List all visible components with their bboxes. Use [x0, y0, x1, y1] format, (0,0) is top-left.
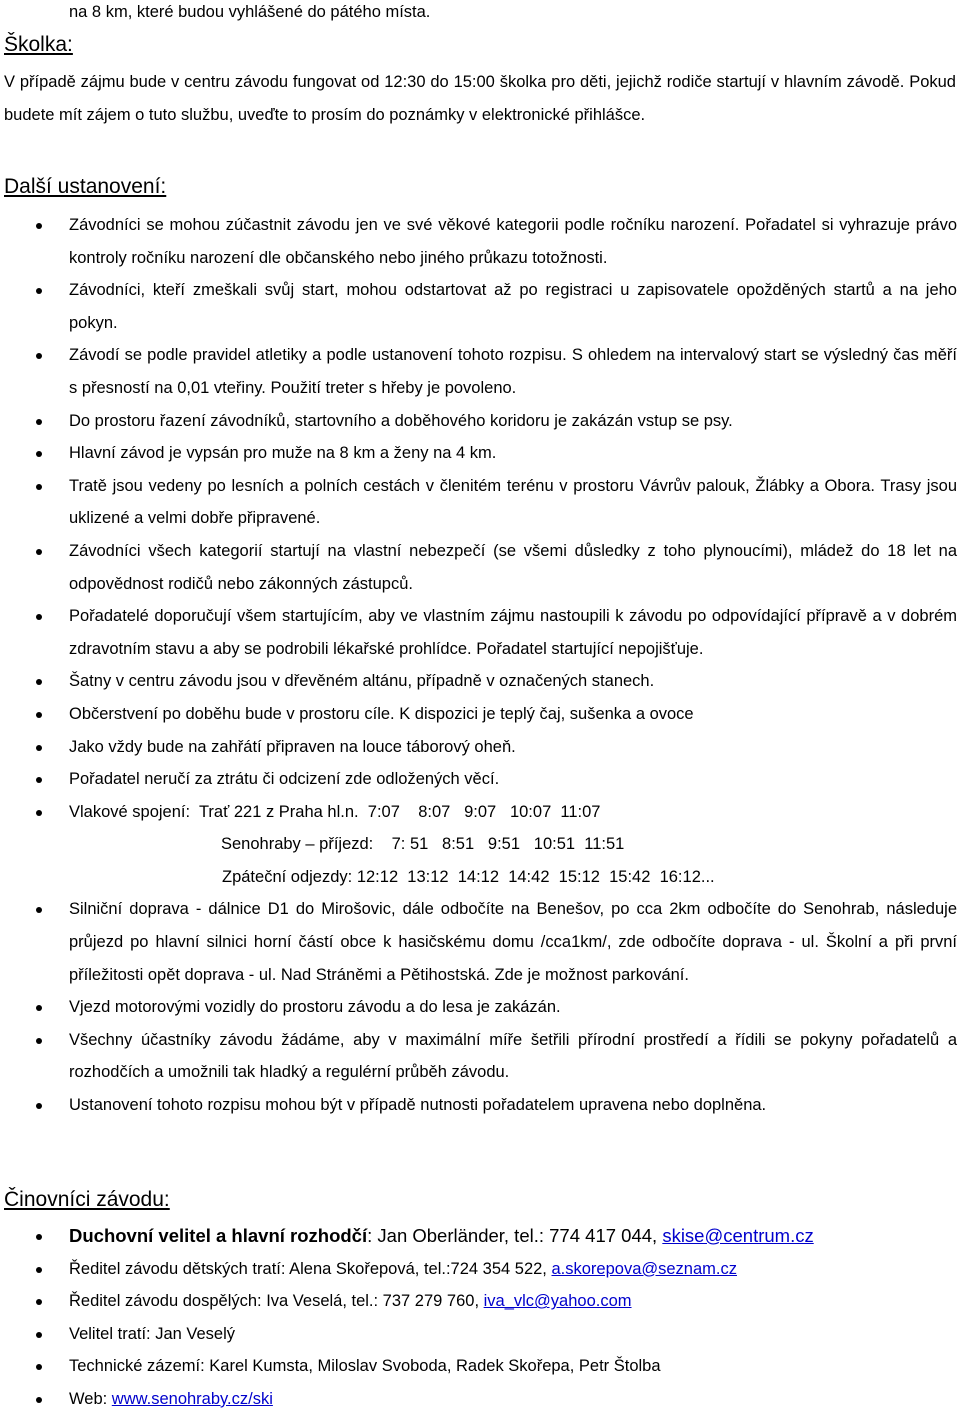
bullet-icon — [36, 484, 42, 490]
bullet-icon — [36, 549, 42, 555]
bullet-icon — [36, 1397, 42, 1403]
bullet-icon — [36, 712, 42, 718]
list-item: Závodníci všech kategorií startují na vlastní nebezpečí (se všemi důsledky z toho plynoucími), mládež do 18 let na odpovědnost rodičů nebo zákonných zástupců. — [0, 535, 960, 600]
bullet-icon — [36, 679, 42, 685]
officials-list — [0, 1220, 960, 1416]
list-item: Všechny účastníky závodu žádáme, aby v maximální míře šetřili přírodní prostředí a řídili se pokyny pořadatelů a rozhodčích a umožnili tak hladký a regulérní průběh závodu. — [0, 1024, 960, 1089]
list-item: Vjezd motorovými vozidly do prostoru závodu a do lesa je zakázán. — [0, 991, 960, 1024]
train-connection-item — [0, 796, 960, 894]
list-item: Ustanovení tohoto rozpisu mohou být v případě nutnosti pořadatelem upravena nebo doplněna. — [0, 1089, 960, 1122]
bullet-icon — [36, 1005, 42, 1011]
bullet-icon — [36, 1332, 42, 1338]
list-item: Závodníci, kteří zmeškali svůj start, mohou odstartovat až po registraci u zapisovatele opožděných startů a na jeho pokyn. — [0, 274, 960, 339]
train-line-1: Vlakové spojení: Trať 221 z Praha hl.n. 7:07 8:07 9:07 10:07 11:07 — [69, 802, 601, 821]
official-item: Technické zázemí: Karel Kumsta, Miloslav Svoboda, Radek Skořepa, Petr Štolba — [0, 1350, 960, 1383]
official-item: Web: www.senohraby.cz/ski — [0, 1383, 960, 1416]
bullet-icon — [36, 1038, 42, 1044]
official-item: Velitel tratí: Jan Veselý — [0, 1318, 960, 1351]
bullet-icon — [36, 1234, 42, 1240]
bullet-icon — [36, 777, 42, 783]
email-link[interactable]: iva_vlc@yahoo.com — [483, 1292, 632, 1311]
official-role: Duchovní velitel a hlavní rozhodčí — [69, 1225, 368, 1246]
list-item: Silniční doprava - dálnice D1 do Mirošovic, dále odbočíte na Benešov, po cca 2km odbočíte do Senohrab, následuje průjezd po hlavní silnici horní částí obce k hasičskému domu /cca1km/, zde odbočíte doprava - ul. Školní a při první příležitosti opět doprava - ul. Nad Stráněmi a Pětihostská. Zde je možnost parkování. — [0, 893, 960, 991]
rules-list — [0, 209, 960, 1122]
email-link[interactable]: skise@centrum.cz — [662, 1225, 814, 1246]
bullet-icon — [36, 745, 42, 751]
train-line-2: Senohraby – příjezd: 7: 51 8:51 9:51 10:51 11:51 — [221, 835, 625, 854]
bullet-icon — [36, 1299, 42, 1305]
list-item: Tratě jsou vedeny po lesních a polních cestách v členitém terénu v prostoru Vávrův palouk, Žlábky a Obora. Trasy jsou uklizené a velmi dobře připravené. — [0, 470, 960, 535]
bullet-icon — [36, 614, 42, 620]
list-item: Občerstvení po doběhu bude v prostoru cíle. K dispozici je teplý čaj, sušenka a ovoce — [0, 698, 960, 731]
heading-skolka: Školka: — [4, 33, 73, 56]
heading-dalsi-ustanoveni: Další ustanovení: — [4, 175, 167, 198]
bullet-icon — [36, 1267, 42, 1273]
email-link[interactable]: a.skorepova@seznam.cz — [551, 1259, 737, 1278]
bullet-icon — [36, 288, 42, 294]
list-item: Hlavní závod je vypsán pro muže na 8 km a ženy na 4 km. — [0, 437, 960, 470]
official-item: Ředitel závodu dětských tratí: Alena Skořepová, tel.:724 354 522, a.skorepova@seznam.cz — [0, 1253, 960, 1286]
list-item: Závodí se podle pravidel atletiky a podle ustanovení tohoto rozpisu. S ohledem na intervalový start se výsledný čas měří s přesností na 0,01 vteřiny. Použití treter s hřeby je povoleno. — [0, 339, 960, 404]
bullet-icon — [36, 907, 42, 913]
bullet-icon — [36, 1364, 42, 1370]
list-item: Závodníci se mohou zúčastnit závodu jen ve své věkové kategorii podle ročníku narození. Pořadatel si vyhrazuje právo kontroly ročníku narození dle občanského nebo jiného průkazu totožnosti. — [0, 209, 960, 274]
web-link[interactable]: www.senohraby.cz/ski — [111, 1389, 273, 1408]
list-item: Jako vždy bude na zahřátí připraven na louce táborový oheň. — [0, 731, 960, 764]
train-line-3: Zpáteční odjezdy: 12:12 13:12 14:12 14:42 15:12 15:42 16:12... — [222, 867, 715, 886]
bullet-icon — [36, 1103, 42, 1109]
list-item: Pořadatelé doporučují všem startujícím, aby ve vlastním zájmu nastoupili k závodu po odpovídající přípravě a v dobrém zdravotním stavu a aby se podrobili lékařské prohlídce. Pořadatel startující nepojišťuje. — [0, 600, 960, 665]
official-item: Duchovní velitel a hlavní rozhodčí: Jan Oberländer, tel.: 774 417 044, skise@centrum.cz — [0, 1220, 960, 1253]
bullet-icon — [36, 451, 42, 457]
skolka-paragraph: V případě zájmu bude v centru závodu fungovat od 12:30 do 15:00 školka pro děti, jejichž rodiče startují v hlavním závodě. Pokud budete mít zájem o tuto službu, uveďte to prosím do poznámky v elektronické přihlášce. — [4, 73, 956, 124]
bullet-icon — [36, 810, 42, 816]
bullet-icon — [36, 419, 42, 425]
intro-line: na 8 km, které budou vyhlášené do pátého místa. — [69, 3, 431, 21]
list-item: Do prostoru řazení závodníků, startovního a doběhového koridoru je zakázán vstup se psy. — [0, 405, 960, 438]
list-item: Šatny v centru závodu jsou v dřevěném altánu, případně v označených stanech. — [0, 665, 960, 698]
official-item: Ředitel závodu dospělých: Iva Veselá, tel.: 737 279 760, iva_vlc@yahoo.com — [0, 1285, 960, 1318]
list-item: Pořadatel neručí za ztrátu či odcizení zde odložených věcí. — [0, 763, 960, 796]
heading-cinovnici: Činovníci závodu: — [4, 1188, 170, 1211]
bullet-icon — [36, 353, 42, 359]
bullet-icon — [36, 223, 42, 229]
